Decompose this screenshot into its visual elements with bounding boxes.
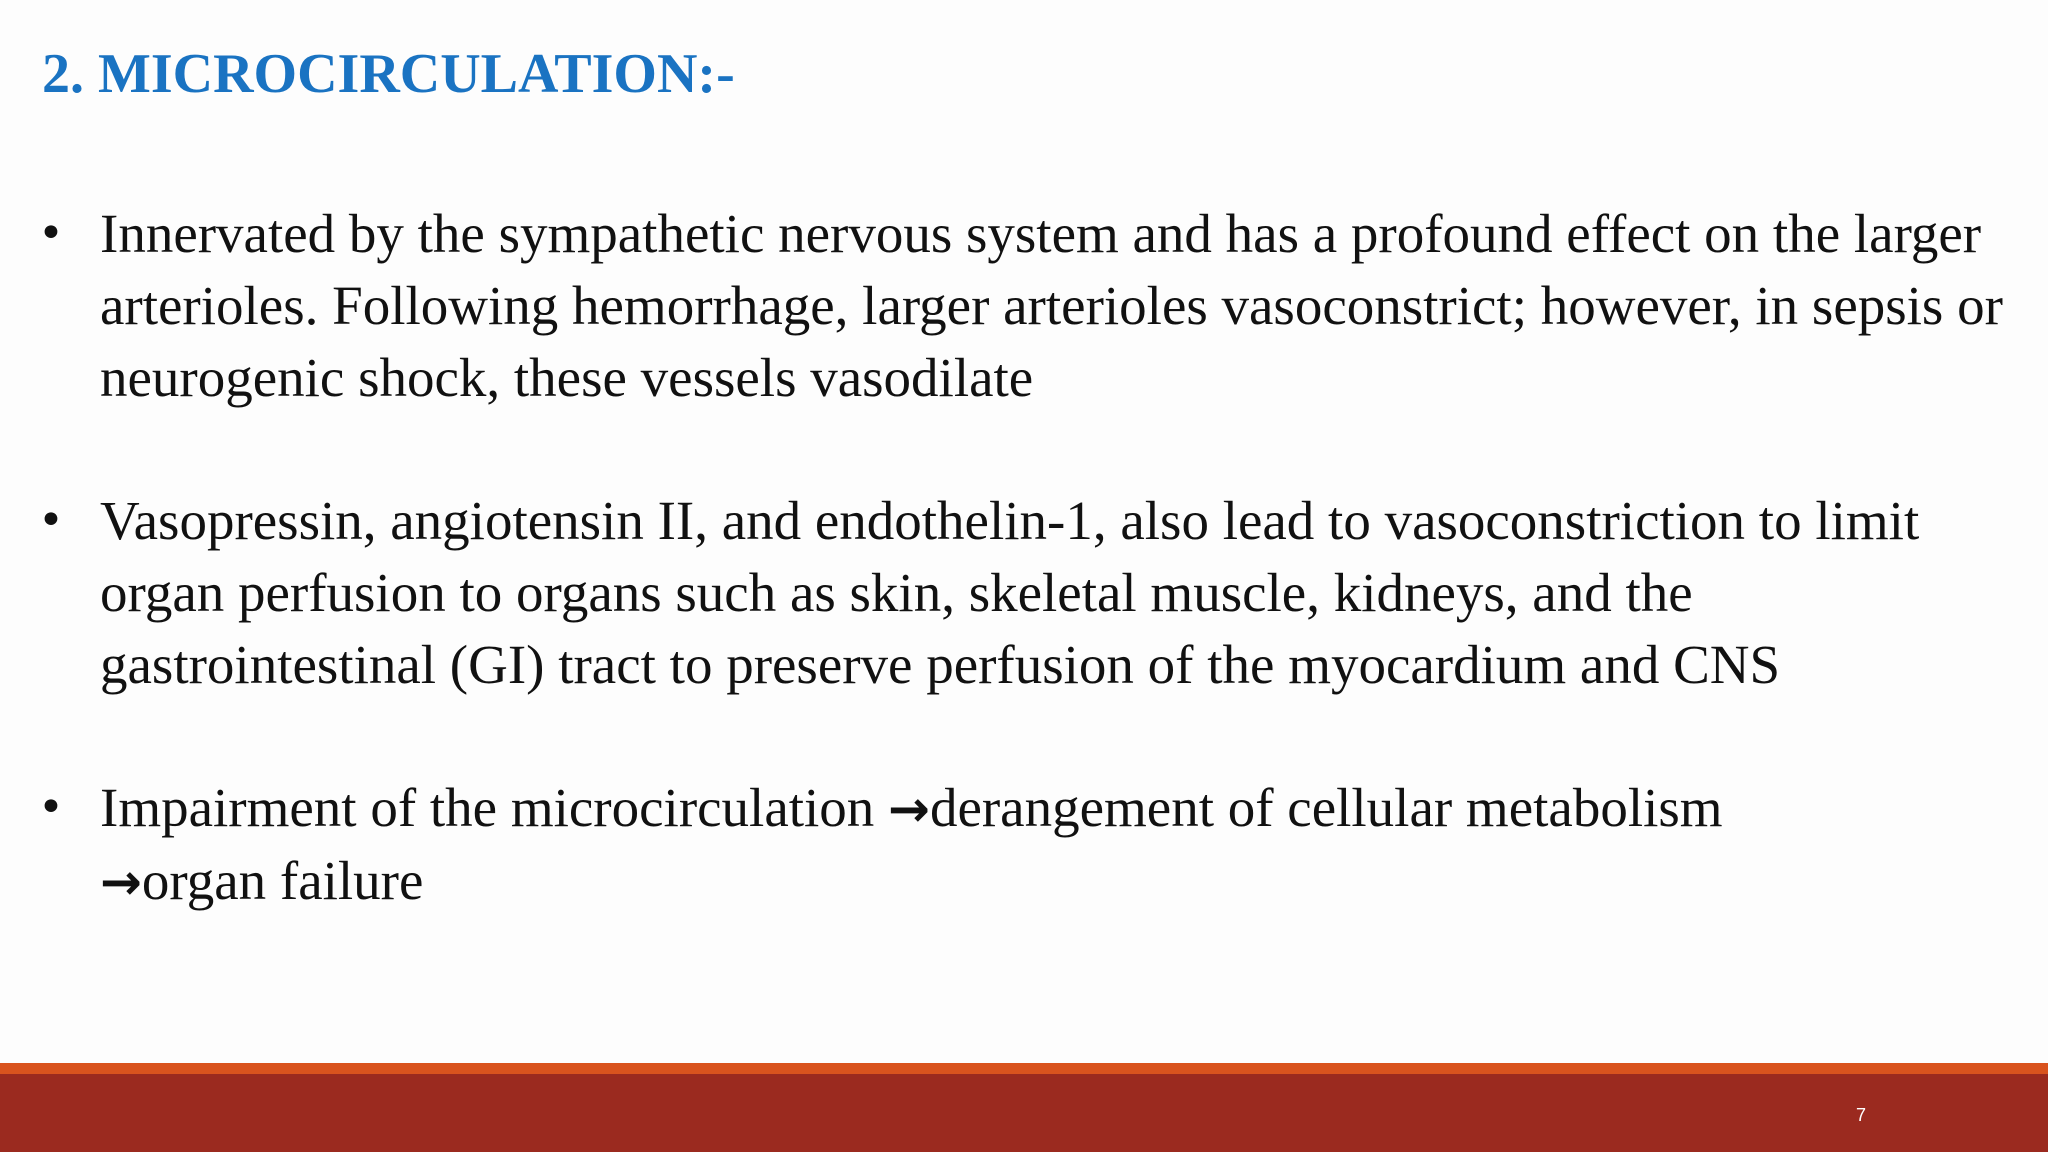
bullet-marker-icon: •: [38, 208, 64, 259]
bullet-text: Vasopressin, angiotensin II, and endothelin-1, also lead to vasoconstriction to limit organ perfusion to organs such as skin, skeletal muscle, kidneys, and the gastrointestinal (GI) tract to preserve perfusion of the myocardium and CNS: [100, 490, 1920, 695]
bullet-item-vasopressin: [0, 485, 2048, 701]
bullet-item-sympathetic: [0, 198, 2048, 414]
right-arrow-icon: →: [100, 853, 142, 911]
bullet-text: Innervated by the sympathetic nervous system and has a profound effect on the larger arterioles. Following hemorrhage, larger arterioles vasoconstrict; however, in sepsis or neurogenic shock, these vessels vasodilate: [100, 203, 2003, 408]
slide-title: 2. MICROCIRCULATION:-: [42, 43, 735, 105]
page-number: 7: [1855, 1105, 1866, 1125]
bullet-marker-icon: •: [38, 782, 64, 833]
bullet-text-part: organ failure: [141, 850, 424, 911]
bullet-text-part: Impairment of the microcirculation: [100, 777, 889, 838]
footer-accent-line: [0, 1063, 2048, 1074]
bullet-list: [0, 198, 2048, 989]
footer-bar: [0, 1074, 2048, 1152]
bullet-item-impairment: [0, 772, 2048, 918]
bullet-marker-icon: •: [38, 495, 64, 546]
right-arrow-icon: →: [888, 780, 930, 838]
bullet-text-part: derangement of cellular metabolism: [929, 777, 1723, 838]
